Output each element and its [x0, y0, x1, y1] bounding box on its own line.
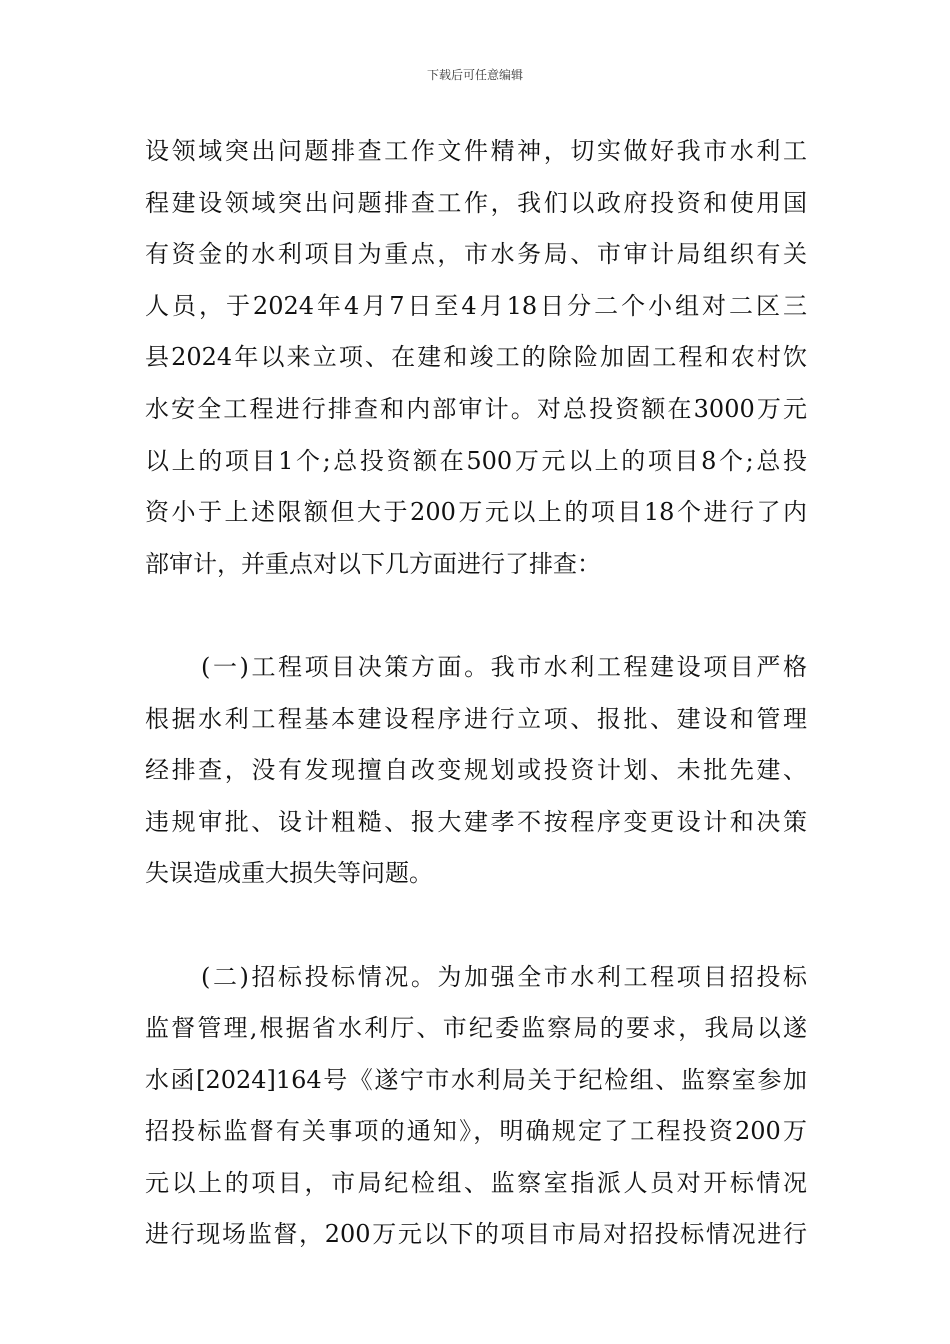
paragraph-intro	[145, 126, 807, 590]
text-line: 招投标监督有关事项的通知》，明确规定了工程投资200万	[145, 1117, 807, 1146]
text-line: 经排查，没有发现擅自改变规划或投资计划、未批先建、	[145, 756, 807, 785]
text-line: 违规审批、设计粗糙、报大建孝不按程序变更设计和决策	[145, 807, 807, 836]
page-header-note: 下载后可任意编辑	[426, 68, 523, 82]
paragraph-bidding	[145, 952, 807, 1262]
paragraph-spacer	[145, 590, 807, 642]
text-line: 部审计，并重点对以下几方面进行了排查：	[145, 549, 601, 578]
text-line: 资小于上述限额但大于200万元以上的项目18个进行了内	[145, 498, 807, 527]
text-line: 失误造成重大损失等问题。	[145, 859, 433, 888]
text-line: 程建设领域突出问题排查工作，我们以政府投资和使用国	[145, 188, 807, 217]
text-line: 人员，于2024年4月7日至4月18日分二个小组对二区三	[145, 291, 807, 320]
text-line: 根据水利工程基本建设程序进行立项、报批、建设和管理	[145, 704, 807, 733]
document-body	[145, 126, 807, 1261]
text-line: 进行现场监督，200万元以下的项目市局对招投标情况进行	[145, 1220, 807, 1249]
text-line: 元以上的项目，市局纪检组、监察室指派人员对开标情况	[145, 1168, 807, 1197]
text-line: 县2024年以来立项、在建和竣工的除险加固工程和农村饮	[145, 343, 807, 372]
paragraph-spacer	[145, 900, 807, 952]
text-line: 设领域突出问题排查工作文件精神，切实做好我市水利工	[145, 137, 807, 165]
text-line: 有资金的水利项目为重点，市水务局、市审计局组织有关	[145, 240, 807, 269]
text-line: 水安全工程进行排查和内部审计。对总投资额在3000万元	[145, 394, 807, 423]
text-line: 监督管理,根据省水利厅、市纪委监察局的要求，我局以遂	[145, 1014, 807, 1043]
text-line: 水函[2024]164号《遂宁市水利局关于纪检组、监察室参加	[145, 1065, 807, 1094]
text-line: 以上的项目1个;总投资额在500万元以上的项目8个;总投	[145, 446, 807, 475]
text-line: (二)招标投标情况。为加强全市水利工程项目招投标	[201, 962, 807, 991]
paragraph-decision	[145, 642, 807, 900]
text-line: (一)工程项目决策方面。我市水利工程建设项目严格	[201, 652, 807, 681]
